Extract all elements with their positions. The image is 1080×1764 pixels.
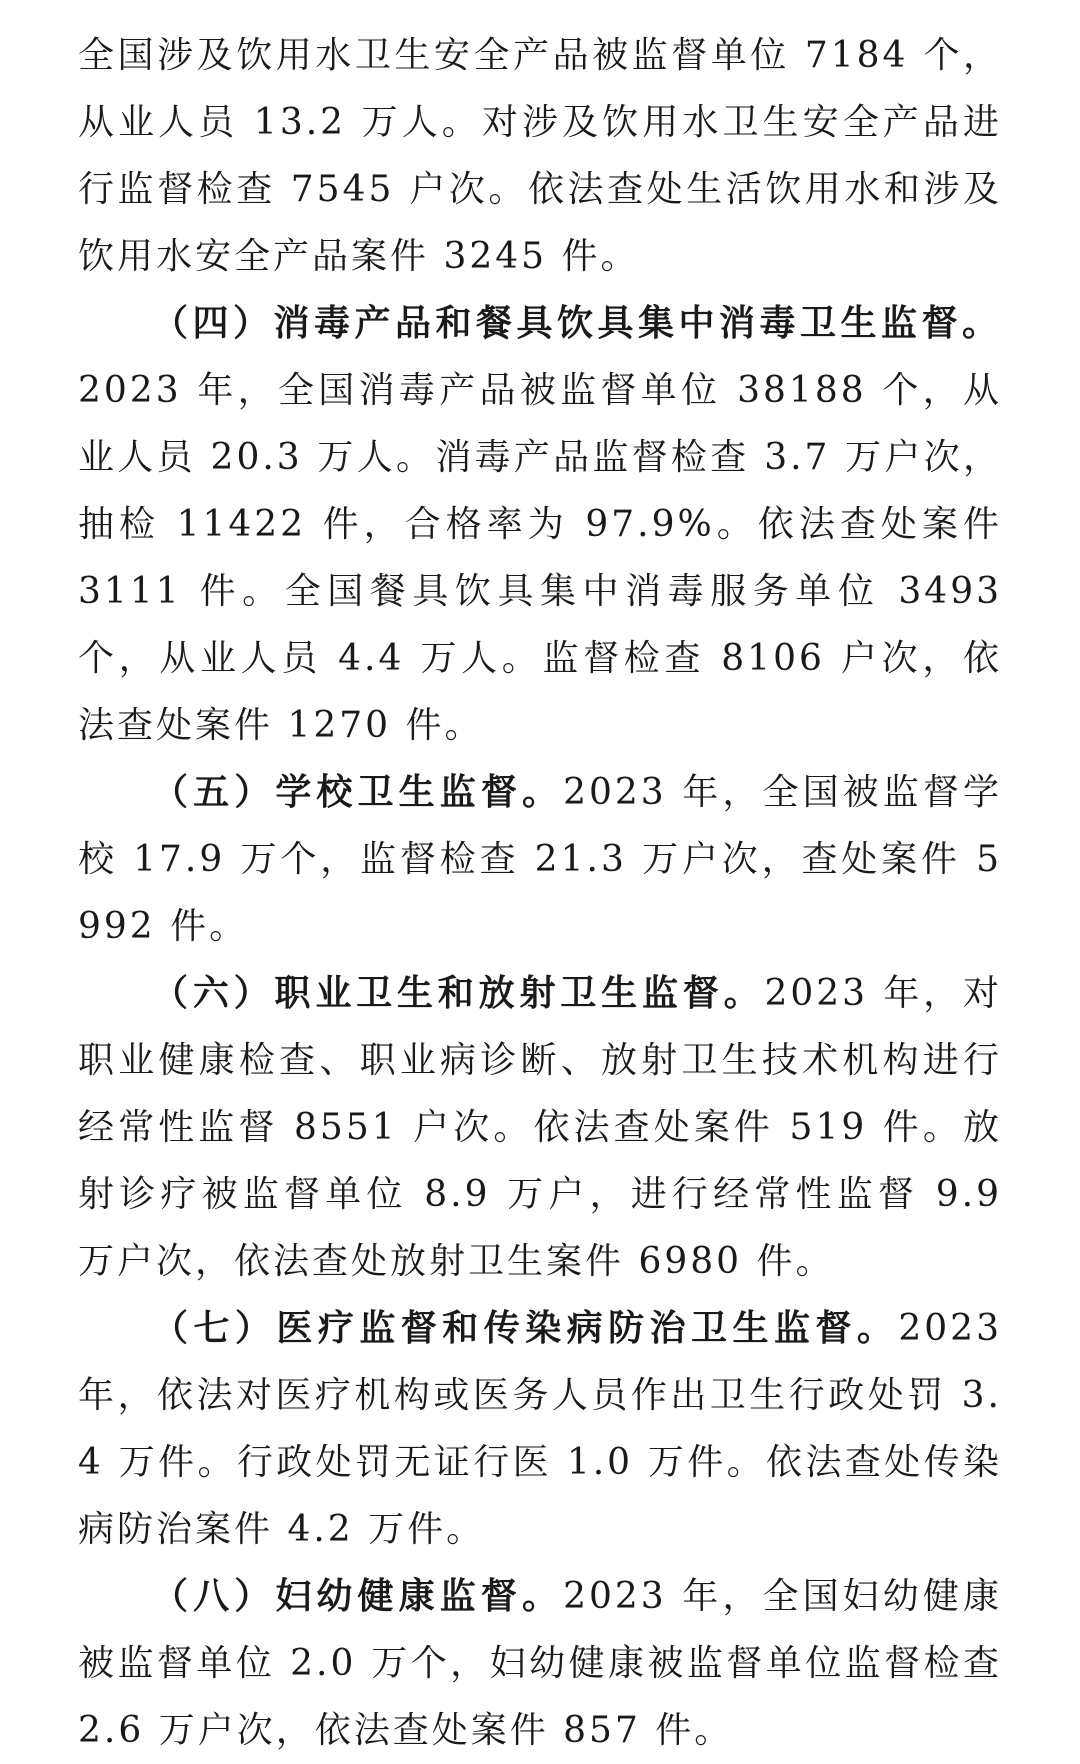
paragraph-text: 2023 年，全国消毒产品被监督单位 38188 个，从业人员 20.3 万人。消毒产品监督检查 3.7 万户次，抽检 11422 件，合格率为 97.9%。依法查处案件 3111 件。全国餐具饮具集中消毒服务单位 3493 个，从业人员 4.4 万人。监督检查 8106 户次，依法查处案件 1270 件。 bbox=[78, 370, 1002, 746]
paragraph-drinking-water bbox=[78, 22, 1002, 290]
section-heading: （四）消毒产品和餐具饮具集中消毒卫生监督。 bbox=[152, 302, 1002, 344]
section-heading: （七）医疗监督和传染病防治卫生监督。 bbox=[152, 1307, 899, 1349]
paragraph-occupational-radiation bbox=[78, 960, 1002, 1295]
paragraph-text: 2023 年，依法对医疗机构或医务人员作出卫生行政处罚 3.4 万件。行政处罚无证行医 1.0 万件。依法查处传染病防治案件 4.2 万件。 bbox=[78, 1308, 1002, 1550]
paragraph-text: 2023 年，对职业健康检查、职业病诊断、放射卫生技术机构进行经常性监督 8551 户次。依法查处案件 519 件。放射诊疗被监督单位 8.9 万户，进行经常性监督 9.9 万户次，依法查处放射卫生案件 6980 件。 bbox=[78, 973, 1002, 1282]
paragraph-maternal-child bbox=[78, 1563, 1002, 1764]
paragraph-text: 全国涉及饮用水卫生安全产品被监督单位 7184 个，从业人员 13.2 万人。对涉及饮用水卫生安全产品进行监督检查 7545 户次。依法查处生活饮用水和涉及饮用水安全产品案件 3245 件。 bbox=[78, 35, 1002, 277]
section-heading: （六）职业卫生和放射卫生监督。 bbox=[152, 972, 765, 1014]
section-heading: （五）学校卫生监督。 bbox=[152, 771, 564, 813]
paragraph-text: 2023 年，全国妇幼健康被监督单位 2.0 万个，妇幼健康被监督单位监督检查 2.6 万户次，依法查处案件 857 件。 bbox=[78, 1576, 1002, 1751]
paragraph-disinfection-products bbox=[78, 290, 1002, 759]
section-heading: （八）妇幼健康监督。 bbox=[152, 1575, 564, 1617]
paragraph-school-hygiene bbox=[78, 759, 1002, 960]
paragraph-medical-infectious bbox=[78, 1295, 1002, 1563]
paragraph-text: 2023 年，全国被监督学校 17.9 万个，监督检查 21.3 万户次，查处案件 5992 件。 bbox=[78, 772, 1002, 947]
